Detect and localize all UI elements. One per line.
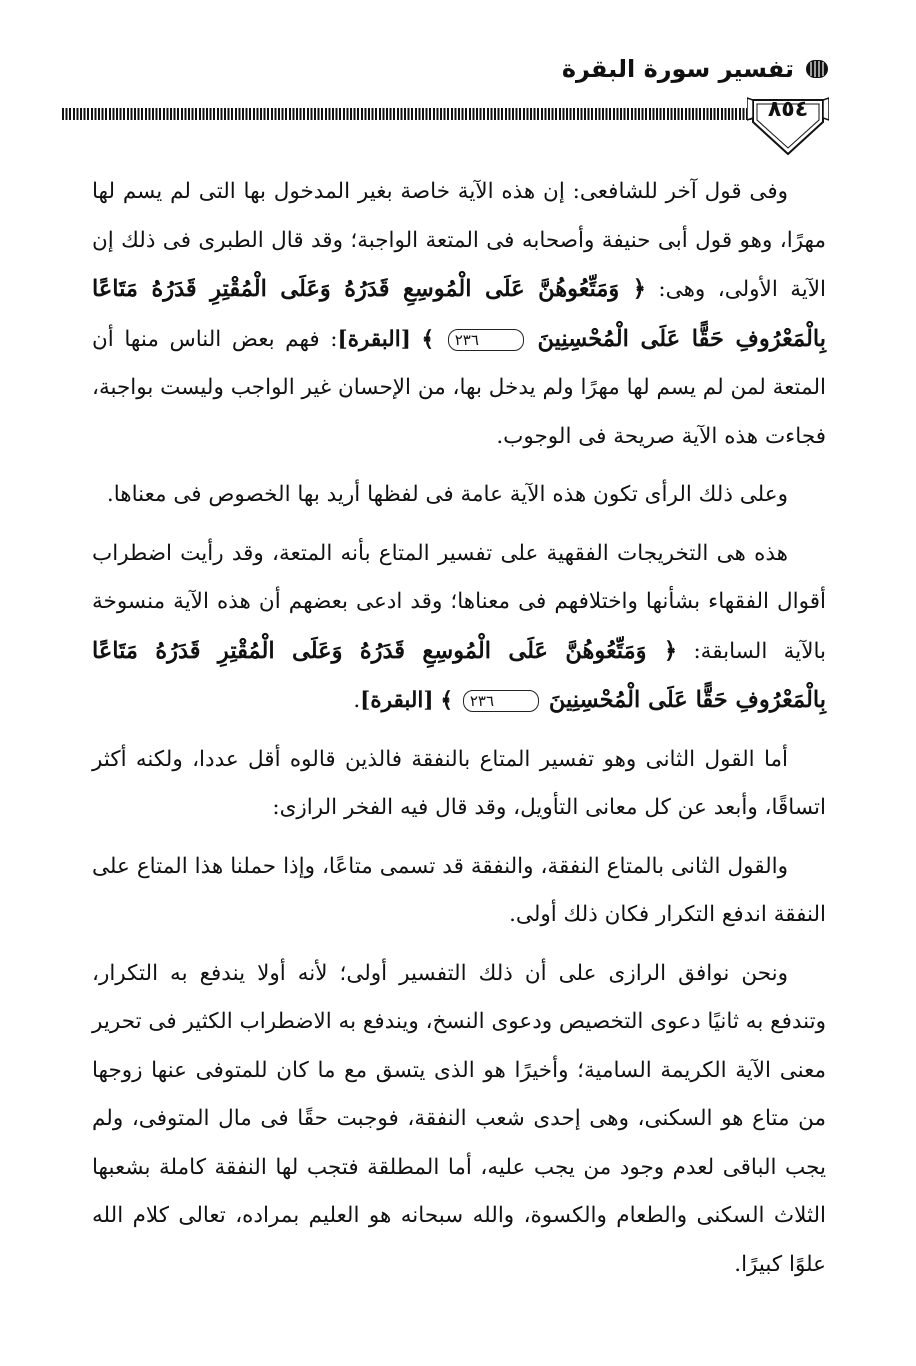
surah-reference-2: [البقرة] bbox=[360, 688, 434, 713]
quran-close-bracket-1: ﴾ bbox=[421, 326, 435, 352]
header-rule bbox=[62, 108, 752, 120]
quran-verse-2: ﴿ وَمَتِّعُوهُنَّ عَلَى الْمُوسِعِ قَدَرُهُ وَعَلَى الْمُقْتِرِ قَدَرُهُ مَتَاعًا بِالْمَعْرُوفِ حَقًّا عَلَى الْمُحْسِنِينَ bbox=[92, 637, 826, 713]
page-number: ٨٥٤ bbox=[767, 97, 809, 122]
paragraph-6: ونحن نوافق الرازى على أن ذلك التفسير أولى؛ لأنه أولا يندفع به التكرار، وتندفع به ثانيًا دعوى التخصيص ودعوى النسخ، ويندفع به الاضطراب الكثير فى تحرير معنى الآية الكريمة السامية؛ وأخيرًا هو الذى يتسق مع ما كان للمتوفى عنها زوجها من متاع هو السكنى، وهى إحدى شعب النفقة، فوجبت حقًا فى مال المتوفى، ولم يجب الباقى لعدم وجود من يجب عليه، أما المطلقة فتجب لها النفقة كاملة بشعبها الثلاث السكنى والطعام والكسوة، والله سبحانه هو العليم بمراده، تعالى كلام الله علوًا كبيرًا. bbox=[92, 960, 826, 1277]
page-body bbox=[92, 168, 826, 1299]
paragraph-3 bbox=[92, 530, 826, 726]
ayah-number-1: ٢٣٦ bbox=[448, 329, 524, 351]
quran-verse-1: ﴿ وَمَتِّعُوهُنَّ عَلَى الْمُوسِعِ قَدَرُهُ وَعَلَى الْمُقْتِرِ قَدَرُهُ مَتَاعًا بِالْمَعْرُوفِ حَقًّا عَلَى الْمُحْسِنِينَ bbox=[92, 276, 826, 352]
ayah-number-2: ٢٣٦ bbox=[463, 690, 539, 712]
ornament-icon bbox=[804, 56, 830, 82]
paragraph-1-text-b: : فهم بعض الناس منها أن المتعة لمن لم يسم لها مهرًا ولم يدخل بها، من الإحسان غير الواجب وليست بواجبة، فجاءت هذه الآية صريحة فى الوجوب. bbox=[92, 326, 826, 449]
paragraph-3-text-a: هذه هى التخريجات الفقهية على تفسير المتاع بأنه المتعة، وقد رأيت اضطراب أقوال الفقهاء بشأنها واختلافهم فى معناها؛ وقد ادعى بعضهم أن هذه الآية منسوخة بالآية السابقة: bbox=[92, 540, 826, 664]
paragraph-4: أما القول الثانى وهو تفسير المتاع بالنفقة فالذين قالوه أقل عددا، ولكنه أكثر اتساقًا، وأبعد عن كل معانى التأويل، وقد قال فيه الفخر الرازى: bbox=[92, 746, 826, 820]
paragraph-1 bbox=[92, 168, 826, 461]
paragraph-5: والقول الثانى بالمتاع النفقة، والنفقة قد تسمى متاعًا، وإذا حملنا هذا المتاع على النفقة اندفع التكرار فكان ذلك أولى. bbox=[92, 853, 826, 927]
quran-close-bracket-2: ﴾ bbox=[440, 688, 453, 713]
paragraph-1-text-a: وفى قول آخر للشافعى: إن هذه الآية خاصة بغير المدخول بها التى لم يسم لها مهرًا، وهو قول أبى حنيفة وأصحابه فى المتعة الواجبة؛ وقد قال الطبرى فى ذلك إن الآية الأولى، وهى: bbox=[92, 179, 827, 302]
running-header bbox=[562, 55, 830, 83]
paragraph-2: وعلى ذلك الرأى تكون هذه الآية عامة فى لفظها أريد بها الخصوص فى معناها. bbox=[106, 482, 788, 507]
paragraph-3-text-b: . bbox=[353, 688, 361, 713]
surah-reference-1: [البقرة] bbox=[337, 326, 411, 352]
running-title: تفسير سورة البقرة bbox=[561, 55, 794, 83]
